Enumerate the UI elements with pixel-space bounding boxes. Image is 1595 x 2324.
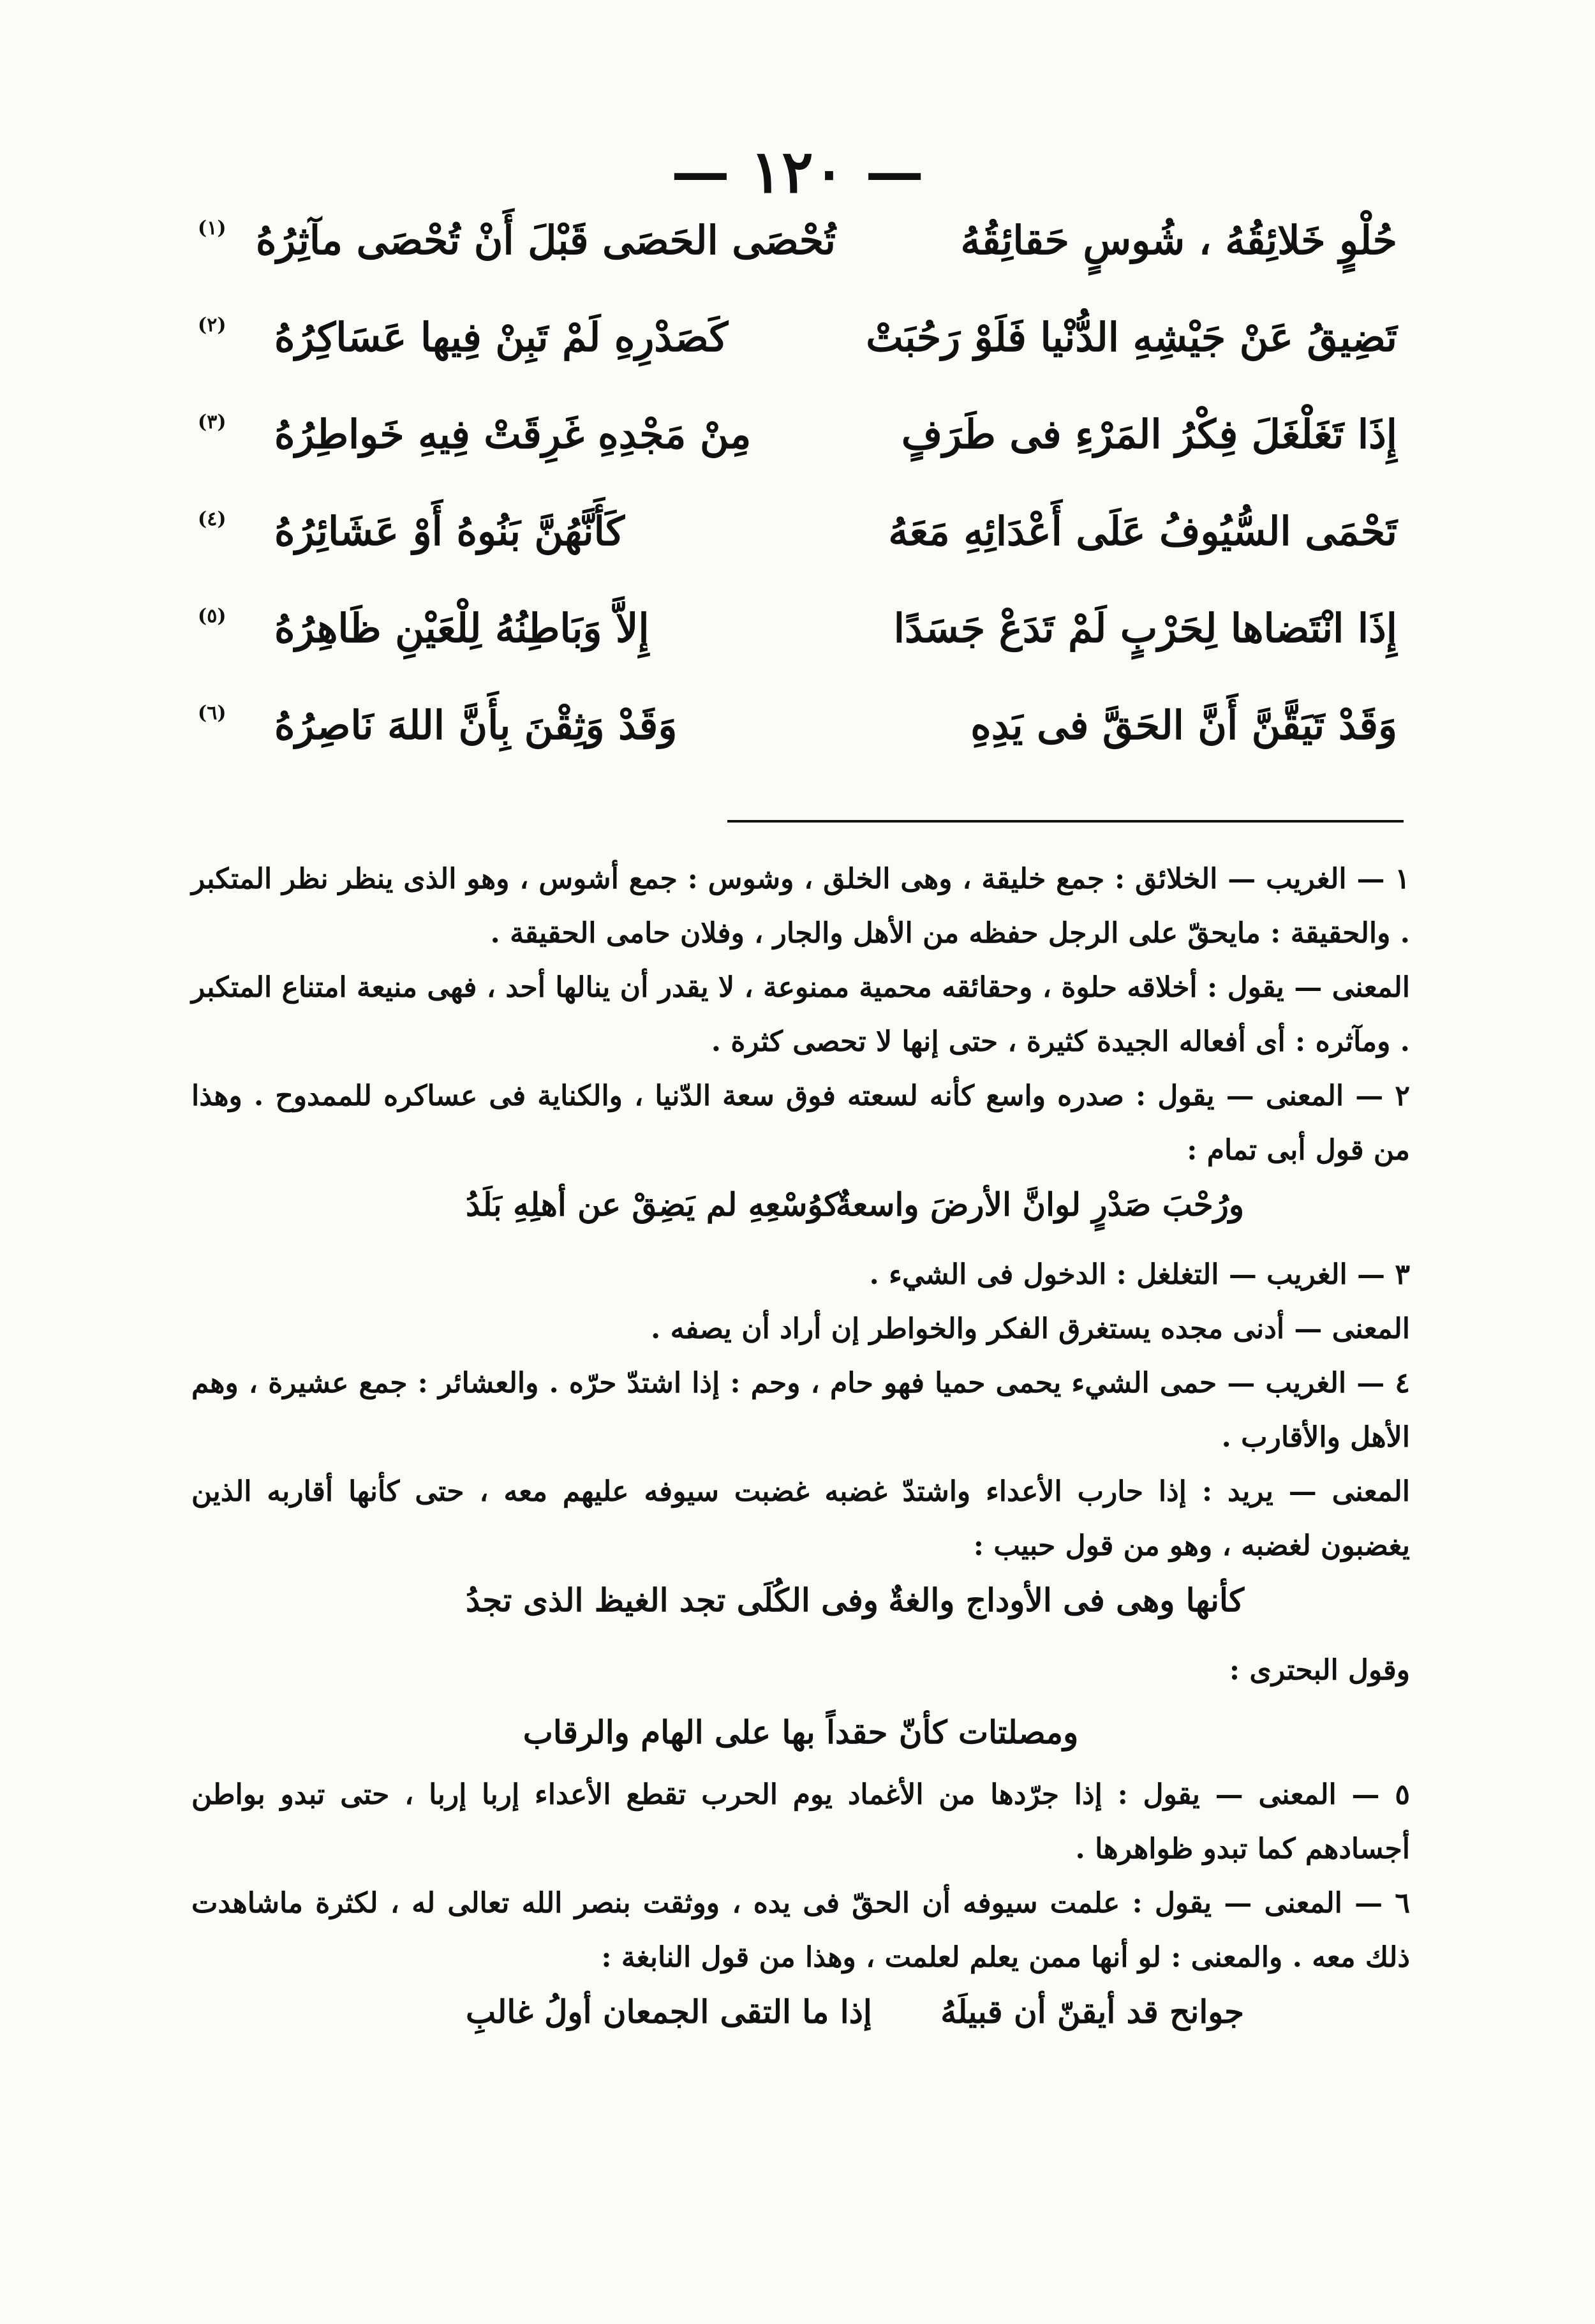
verse bbox=[198, 508, 1397, 605]
verse-second-hemistich: كَأَنَّهُنَّ بَنُوهُ أَوْ عَشَائِرُهُ bbox=[274, 508, 625, 555]
footnote-marker: (١) bbox=[198, 217, 226, 239]
footnote-marker: (٥) bbox=[198, 605, 226, 627]
verse-second-hemistich: تُحْصَى الحَصَى قَبْلَ أَنْ تُحْصَى مآثِرُهُ bbox=[255, 217, 836, 264]
quoted-hemistich: جوانح قد أيقنّ أن قبيلَهُ bbox=[940, 1993, 1244, 2030]
quoted-verse bbox=[191, 1573, 1410, 1643]
footnote-3-meaning: المعنى — أدنى مجده يستغرق الفكر والخواطر إن أراد أن يصفه . bbox=[651, 1313, 1410, 1345]
footnote-4-meaning: المعنى — يريد : إذا حارب الأعداء واشتدّ غضبه غضبت سيوفه عليهم معه ، حتى كأنها أقاربه الذين يغضبون لغضبه ، وهو من قول حبيب : bbox=[191, 1475, 1410, 1562]
verse bbox=[198, 314, 1397, 411]
footnote-marker: (٤) bbox=[198, 508, 226, 530]
verse bbox=[198, 702, 1397, 799]
poem bbox=[198, 217, 1397, 799]
verse-first-hemistich: حُلْوٍ خَلائِقُهُ ، شُوسٍ حَقائِقُهُ bbox=[960, 217, 1397, 264]
verse-second-hemistich: وَقَدْ وَثِقْنَ بِأَنَّ اللهَ نَاصِرُهُ bbox=[274, 702, 678, 749]
footnotes bbox=[191, 852, 1410, 2055]
quoted-verse bbox=[191, 1177, 1410, 1248]
page-number: — ١٢٠ — bbox=[671, 137, 924, 206]
verse-first-hemistich: تَضِيقُ عَنْ جَيْشِهِ الدُّنْيا فَلَوْ رَحُبَتْ bbox=[866, 314, 1397, 361]
footnote-4-vocabulary: ٤ — الغريب — حمى الشيء يحمى حميا فهو حام ، وحم : إذا اشتدّ حرّه . والعشائر : جمع عشيرة ، وهم الأهل والأقارب . bbox=[191, 1367, 1410, 1454]
verse-first-hemistich: تَحْمَى السُّيُوفُ عَلَى أَعْدَائِهِ مَعَهُ bbox=[888, 508, 1397, 555]
footnote-marker: (٦) bbox=[198, 702, 226, 724]
verse bbox=[198, 411, 1397, 508]
verse-first-hemistich: إِذَا انْتَضاها لِحَرْبٍ لَمْ تَدَعْ جَسَدًا bbox=[893, 605, 1397, 652]
footnote-marker: (٢) bbox=[198, 314, 226, 336]
footnote-6-meaning: ٦ — المعنى — يقول : علمت سيوفه أن الحقّ فى يده ، ووثقت بنصر الله تعالى له ، لكثرة ماشاهدت ذلك معه . والمعنى : لو أنها ممن يعلم لعلمت ، وهذا من قول النابغة : bbox=[191, 1887, 1410, 1974]
footnote-3-vocabulary: ٣ — الغريب — التغلغل : الدخول فى الشيء . bbox=[869, 1258, 1410, 1291]
footnote-5-meaning: ٥ — المعنى — يقول : إذا جرّدها من الأغماد يوم الحرب تقطع الأعداء إربا إربا ، حتى تبدو بواطن أجسادهم كما تبدو ظواهرها . bbox=[191, 1778, 1410, 1865]
footnote-1-vocabulary: ١ — الغريب — الخلائق : جمع خليقة ، وهى الخلق ، وشوس : جمع أشوس ، وهو الذى ينظر نظر المتكبر . والحقيقة : مايحقّ على الرجل حفظه من الأهل والجار ، وفلان حامى الحقيقة . bbox=[191, 863, 1410, 950]
quoted-hemistich: كأنها وهى فى الأوداج والغةٌ bbox=[888, 1581, 1244, 1619]
footnote-marker: (٣) bbox=[198, 411, 226, 433]
footnote-4-citation: وقول البحترى : bbox=[1229, 1654, 1410, 1687]
verse-second-hemistich: مِنْ مَجْدِهِ غَرِقَتْ فِيهِ خَواطِرُهُ bbox=[274, 411, 752, 458]
quoted-verse bbox=[191, 1985, 1410, 2055]
verse-second-hemistich: إِلاَّ وَبَاطِنُهُ لِلْعَيْنِ ظَاهِرُهُ bbox=[274, 605, 649, 652]
verse-second-hemistich: كَصَدْرِهِ لَمْ تَبِنْ فِيها عَسَاكِرُهُ bbox=[274, 314, 729, 361]
quoted-hemistich: وفى الكُلَى تجد الغيظ الذى تجدُ bbox=[466, 1581, 879, 1619]
quoted-hemistich: ورُحْبَ صَدْرٍ لوانَّ الأرضَ واسعةٌ bbox=[835, 1186, 1244, 1223]
quoted-verse: ومصلتات كأنّ حقداً بها على الهام والرقاب bbox=[523, 1713, 1079, 1751]
verse-first-hemistich: إِذَا تَغَلْغَلَ فِكْرُ المَرْءِ فى طَرَفٍ bbox=[901, 411, 1397, 458]
quoted-hemistich: إذا ما التقى الجمعان أولُ غالبِ bbox=[466, 1993, 872, 2030]
verse-first-hemistich: وَقَدْ تَيَقَّنَّ أَنَّ الحَقَّ فى يَدِهِ bbox=[970, 702, 1397, 749]
footnote-1-meaning: المعنى — يقول : أخلاقه حلوة ، وحقائقه محمية ممنوعة ، لا يقدر أن ينالها أحد ، فهى منيعة امتناع المتكبر . ومآثره : أى أفعاله الجيدة كثيرة ، حتى إنها لا تحصى كثرة . bbox=[191, 971, 1410, 1058]
verse bbox=[198, 217, 1397, 314]
footnote-divider bbox=[727, 820, 1404, 823]
footnote-2-meaning: ٢ — المعنى — يقول : صدره واسع كأنه لسعته فوق سعة الدّنيا ، والكناية فى عساكره للممدوح . وهذا من قول أبى تمام : bbox=[191, 1080, 1410, 1166]
verse bbox=[198, 605, 1397, 702]
quoted-hemistich: كوُسْعِهِ لم يَضِقْ عن أهلِهِ بَلَدُ bbox=[466, 1186, 840, 1223]
